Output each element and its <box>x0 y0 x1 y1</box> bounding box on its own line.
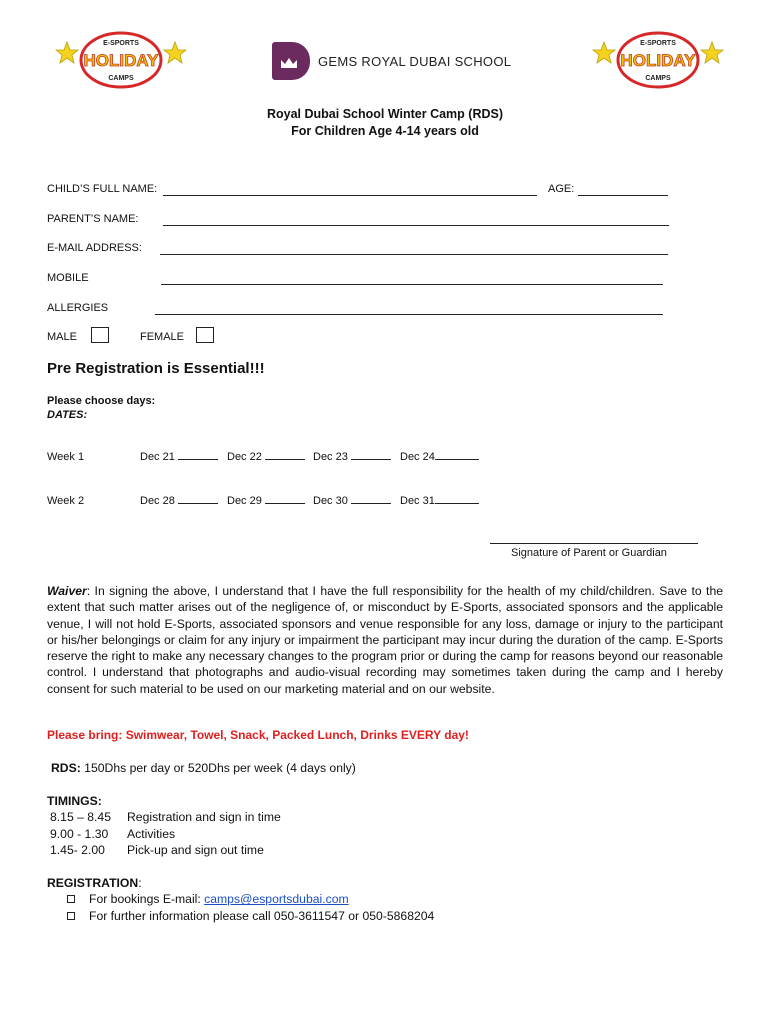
timing-row <box>47 826 281 842</box>
timing-activity: Activities <box>127 826 176 841</box>
registration-heading-line: REGISTRATION: <box>47 876 142 890</box>
price-text: 150Dhs per day or 520Dhs per week (4 days only) <box>80 761 356 775</box>
logo-bottom-text: CAMPS <box>108 75 134 82</box>
mobile-field[interactable] <box>161 284 663 285</box>
date-option[interactable]: Dec 22 <box>227 451 305 463</box>
registration-section <box>47 875 434 924</box>
form-title: Royal Dubai School Winter Camp (RDS) <box>266 107 504 121</box>
dates-label: DATES: <box>47 409 88 421</box>
logo-main-text: HOLIDAY <box>83 51 159 70</box>
esports-holiday-camps-logo-right <box>592 30 724 92</box>
timing-row <box>47 809 281 825</box>
waiver-text: : In signing the above, I understand that I have the full responsibility for the health of my child/children. Save to the extent that such matter arises out of the negligence of, or misconduct by E-Sports, associated sponsors and the applicable venue, I will not hold E-Sports, associated sponsors and venue responsible for any loss, damage or injury to the participant or his/her belongings or claim for any injury or impairment the participant may incur during the duration of the camp. E-Sports reserve the right to make any necessary changes to the program prior or during the camp for reasons beyond our reasonable control. I understand that photographs and audio-visual recording may sometimes taken during the camp and I hereby consent for such material to be used on our marketing material and on our website. <box>47 584 723 696</box>
timing-time: 8.15 – 8.45 <box>50 810 111 825</box>
waiver-label: Waiver <box>47 584 87 598</box>
child-name-field[interactable] <box>163 195 537 196</box>
checkbox-bullet-icon <box>67 895 75 903</box>
signature-label: Signature of Parent or Guardian <box>511 547 667 559</box>
bring-note: Please bring: Swimwear, Towel, Snack, Packed Lunch, Drinks EVERY day! <box>47 728 469 742</box>
date-option[interactable]: Dec 23 <box>313 451 391 463</box>
timings-heading: TIMINGS: <box>47 794 102 808</box>
date-option[interactable]: Dec 21 <box>140 451 218 463</box>
esports-holiday-camps-logo-left <box>55 30 187 92</box>
timing-activity: Pick-up and sign out time <box>127 842 264 857</box>
female-checkbox[interactable] <box>196 327 214 343</box>
male-checkbox[interactable] <box>91 327 109 343</box>
form-subtitle: For Children Age 4-14 years old <box>291 124 479 138</box>
signature-field[interactable] <box>490 543 698 544</box>
date-option[interactable]: Dec 31 <box>400 495 479 507</box>
info-text: For further information please call 050-3611547 or 050-5868204 <box>89 908 435 923</box>
date-option[interactable]: Dec 28 <box>140 495 218 507</box>
list-item <box>47 908 434 924</box>
date-option[interactable]: Dec 29 <box>227 495 305 507</box>
age-field[interactable] <box>578 195 668 196</box>
booking-email-link[interactable]: camps@esportsdubai.com <box>204 892 349 907</box>
week-1-label: Week 1 <box>47 451 85 463</box>
timing-time: 1.45- 2.00 <box>50 842 105 857</box>
parent-name-field[interactable] <box>163 225 669 226</box>
school-name: GEMS ROYAL DUBAI SCHOOL <box>318 53 512 69</box>
date-option[interactable]: Dec 24 <box>400 451 479 463</box>
logo-bottom-text: CAMPS <box>645 75 671 82</box>
age-label: AGE: <box>548 183 575 195</box>
school-crest-icon <box>272 42 310 80</box>
booking-prefix: For bookings E-mail: <box>89 892 201 907</box>
registration-heading: Pre Registration is Essential!!! <box>47 360 265 377</box>
email-label: E-MAIL ADDRESS: <box>47 242 142 254</box>
parent-name-label: PARENT’S NAME: <box>47 213 139 225</box>
timing-activity: Registration and sign in time <box>127 810 281 825</box>
registration-title: REGISTRATION <box>47 876 139 890</box>
logo-top-text: E-SPORTS <box>640 40 676 47</box>
timing-time: 9.00 - 1.30 <box>50 826 109 841</box>
allergies-label: ALLERGIES <box>47 302 109 314</box>
school-logo <box>272 42 511 80</box>
female-label: FEMALE <box>140 331 185 343</box>
timings-section <box>47 793 281 858</box>
week-2-label: Week 2 <box>47 495 85 507</box>
choose-days-label: Please choose days: <box>47 395 156 407</box>
child-name-label: CHILD’S FULL NAME: <box>47 183 158 195</box>
allergies-field[interactable] <box>155 314 663 315</box>
male-label: MALE <box>47 331 77 343</box>
logo-main-text: HOLIDAY <box>620 51 696 70</box>
timing-row <box>47 842 281 858</box>
email-field[interactable] <box>160 254 668 255</box>
logo-top-text: E-SPORTS <box>103 40 139 47</box>
price-label: RDS: <box>51 761 81 775</box>
mobile-label: MOBILE <box>47 272 89 284</box>
price-line <box>51 761 356 775</box>
date-option[interactable]: Dec 30 <box>313 495 391 507</box>
waiver-paragraph <box>47 583 723 697</box>
checkbox-bullet-icon <box>67 912 75 920</box>
list-item <box>47 891 434 907</box>
